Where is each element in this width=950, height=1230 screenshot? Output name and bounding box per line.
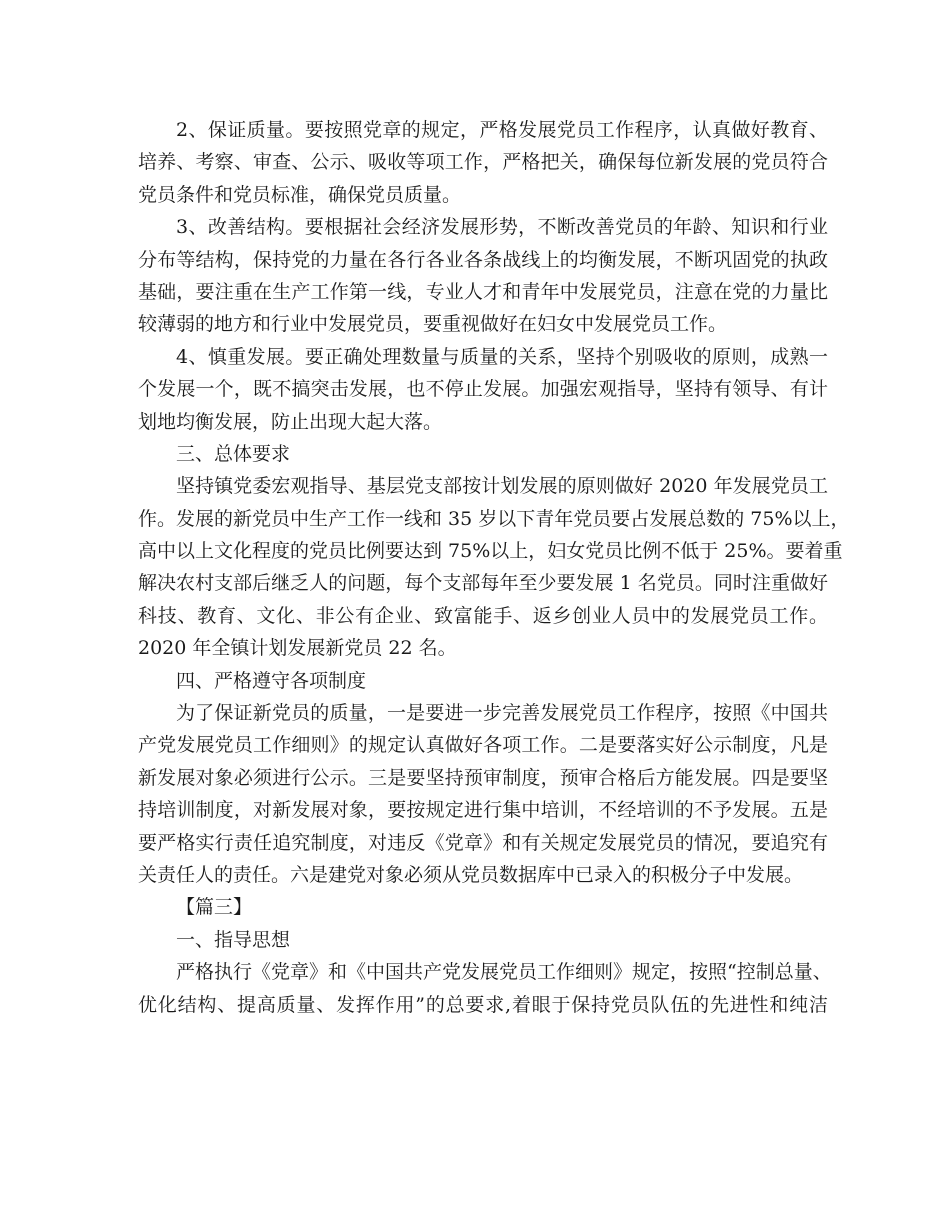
- text-line: 坚持镇党委宏观指导、基层党支部按计划发展的原则做好 2020 年发展党员工: [176, 475, 828, 498]
- text-line: 持培训制度，对新发展对象，要按规定进行集中培训，不经培训的不予发展。五是: [138, 799, 828, 822]
- text-line: 严格执行《党章》和《中国共产党发展党员工作细则》规定，按照“控制总量、: [176, 961, 832, 984]
- text-line: 产党发展党员工作细则》的规定认真做好各项工作。二是要落实好公示制度，凡是: [138, 734, 828, 757]
- text-line: 4、慎重发展。要正确处理数量与质量的关系，坚持个别吸收的原则，成熟一: [176, 345, 828, 368]
- text-line: 党员条件和党员标准，确保党员质量。: [138, 183, 462, 206]
- text-line: 2020 年全镇计划发展新党员 22 名。: [138, 637, 457, 660]
- text-line: 作。发展的新党员中生产工作一线和 35 岁以下青年党员要占发展总数的 75%以上，: [138, 507, 850, 530]
- text-line: 关责任人的责任。六是建党对象必须从党员数据库中已录入的积极分子中发展。: [138, 863, 804, 886]
- document-body: [138, 114, 850, 1021]
- text-line: 培养、考察、审查、公示、吸收等项工作，严格把关，确保每位新发展的党员符合: [138, 151, 828, 174]
- text-line: 为了保证新党员的质量，一是要进一步完善发展党员工作程序，按照《中国共: [176, 702, 828, 725]
- text-line: 分布等结构，保持党的力量在各行各业各条战线上的均衡发展，不断巩固党的执政: [138, 248, 828, 271]
- text-line: 2、保证质量。要按照党章的规定，严格发展党员工作程序，认真做好教育、: [176, 119, 828, 141]
- text-line: 要严格实行责任追究制度，对违反《党章》和有关规定发展党员的情况，要追究有: [138, 831, 828, 854]
- text-line: 【篇三】: [176, 896, 253, 919]
- text-line: 3、改善结构。要根据社会经济发展形势，不断改善党员的年龄、知识和行业: [176, 216, 828, 239]
- text-line: 四、严格遵守各项制度: [176, 669, 367, 692]
- text-line: 高中以上文化程度的党员比例要达到 75%以上，妇女党员比例不低于 25%。要着重: [138, 540, 843, 563]
- text-line: 优化结构、提高质量、发挥作用”的总要求,着眼于保持党员队伍的先进性和纯洁: [138, 993, 828, 1016]
- text-line: 划地均衡发展，防止出现大起大落。: [138, 410, 443, 433]
- text-line: 较薄弱的地方和行业中发展党员，要重视做好在妇女中发展党员工作。: [138, 313, 728, 336]
- text-line: 三、总体要求: [176, 442, 291, 465]
- text-line: 新发展对象必须进行公示。三是要坚持预审制度，预审合格后方能发展。四是要坚: [138, 766, 828, 789]
- text-line: 个发展一个，既不搞突击发展，也不停止发展。加强宏观指导，坚持有领导、有计: [138, 378, 828, 401]
- text-line: 解决农村支部后继乏人的问题，每个支部每年至少要发展 1 名党员。同时注重做好: [138, 572, 828, 595]
- text-line: 科技、教育、文化、非公有企业、致富能手、返乡创业人员中的发展党员工作。: [138, 604, 828, 627]
- text-line: 一、指导思想: [176, 928, 291, 951]
- text-line: 基础，要注重在生产工作第一线，专业人才和青年中发展党员，注意在党的力量比: [138, 280, 828, 303]
